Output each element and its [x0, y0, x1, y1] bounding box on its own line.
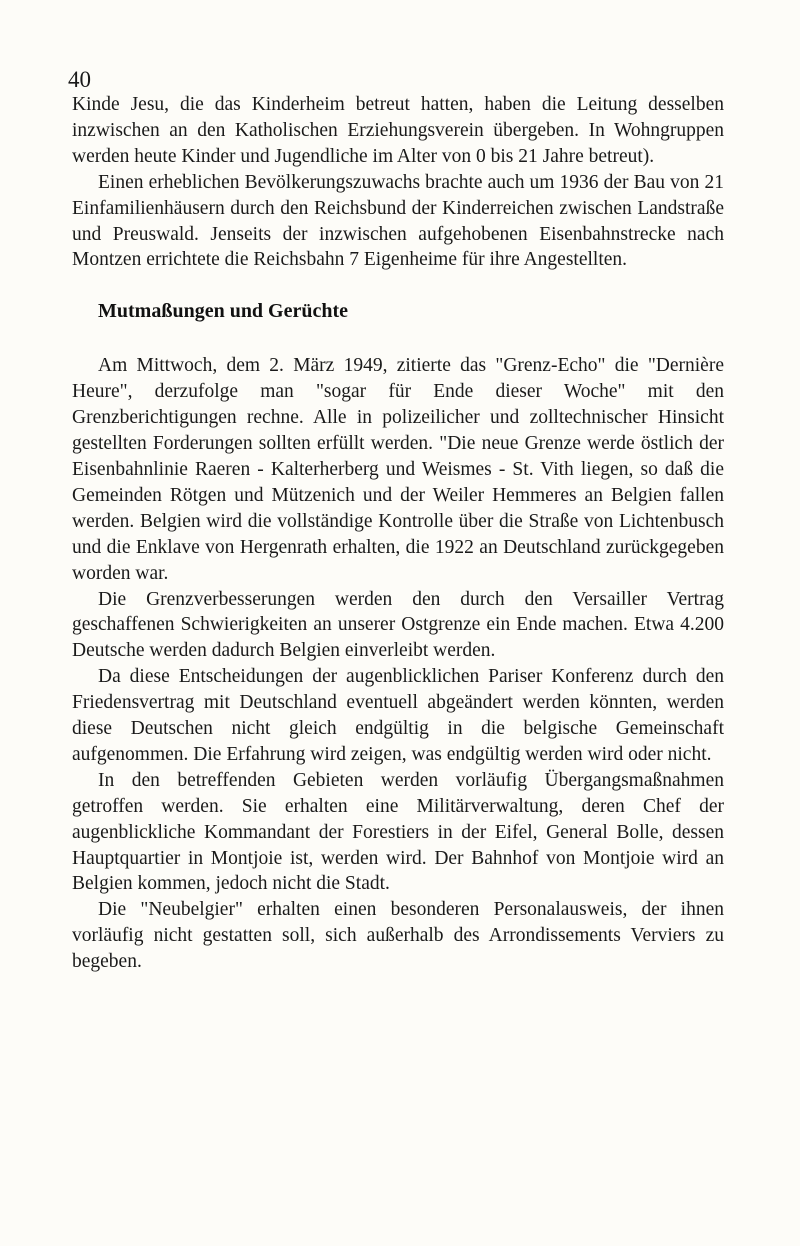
body-text — [72, 92, 724, 975]
paragraph: Einen erheblichen Bevölkerungszuwachs brachte auch um 1936 der Bau von 21 Einfamilienhäusern durch den Reichsbund der Kinderreichen zwischen Landstraße und Preuswald. Jenseits der inzwischen aufgehobenen Eisenbahnstrecke nach Montzen errichtete die Reichsbahn 7 Eigenheime für ihre Angestellten. — [72, 171, 724, 271]
section-heading: Mutmaßungen und Gerüchte — [98, 300, 349, 323]
paragraph: Am Mittwoch, dem 2. März 1949, zitierte das "Grenz-Echo" die "Dernière Heure", derzufolge man "sogar für Ende dieser Woche" mit den Grenzberichtigungen rechne. Alle in polizeilicher und zolltechnischer Hinsicht gestellten Forderungen sollten erfüllt werden. "Die neue Grenze werde östlich der Eisenbahnlinie Raeren - Kalterherberg und Weismes - St. Vith liegen, so daß die Gemeinden Rötgen und Mützenich und der Weiler Hemmeres an Belgien fallen werden. Belgien wird die vollständige Kontrolle über die Straße von Lichtenbusch und die Enklave von Hergenrath erhalten, die 1922 an Deutschland zurückgegeben worden war. — [72, 355, 724, 584]
paragraph: Kinde Jesu, die das Kinderheim betreut hatten, haben die Leitung desselben inzwischen an den Katholischen Erziehungsverein übergeben. In Wohngruppen werden heute Kinder und Jugendliche im Alter von 0 bis 21 Jahre betreut). — [72, 94, 724, 167]
paragraph: Da diese Entscheidungen der augenblicklichen Pariser Konferenz durch den Friedensvertrag mit Deutschland eventuell abgeändert werden könnten, werden diese Deutschen nicht gleich endgültig in die belgische Gemeinschaft aufgenommen. Die Erfahrung wird zeigen, was endgültig werden wird oder nicht. — [72, 666, 724, 765]
paragraph: Die "Neubelgier" erhalten einen besonderen Personalausweis, der ihnen vorläufig nicht gestatten soll, sich außerhalb des Arrondissements Verviers zu begeben. — [72, 899, 724, 973]
page-number: 40 — [68, 67, 91, 92]
paragraph: Die Grenzverbesserungen werden den durch den Versailler Vertrag geschaffenen Schwierigkeiten an unserer Ostgrenze ein Ende machen. Etwa 4.200 Deutsche werden dadurch Belgien einverleibt werden. — [72, 588, 724, 662]
paragraph: In den betreffenden Gebieten werden vorläufig Übergangsmaßnahmen getroffen werden. Sie erhalten eine Militärverwaltung, deren Chef der augenblickliche Kommandant der Forestiers in der Eifel, General Bolle, dessen Hauptquartier in Montjoie ist, werden wird. Der Bahnhof von Montjoie wird an Belgien kommen, jedoch nicht die Stadt. — [72, 769, 724, 895]
